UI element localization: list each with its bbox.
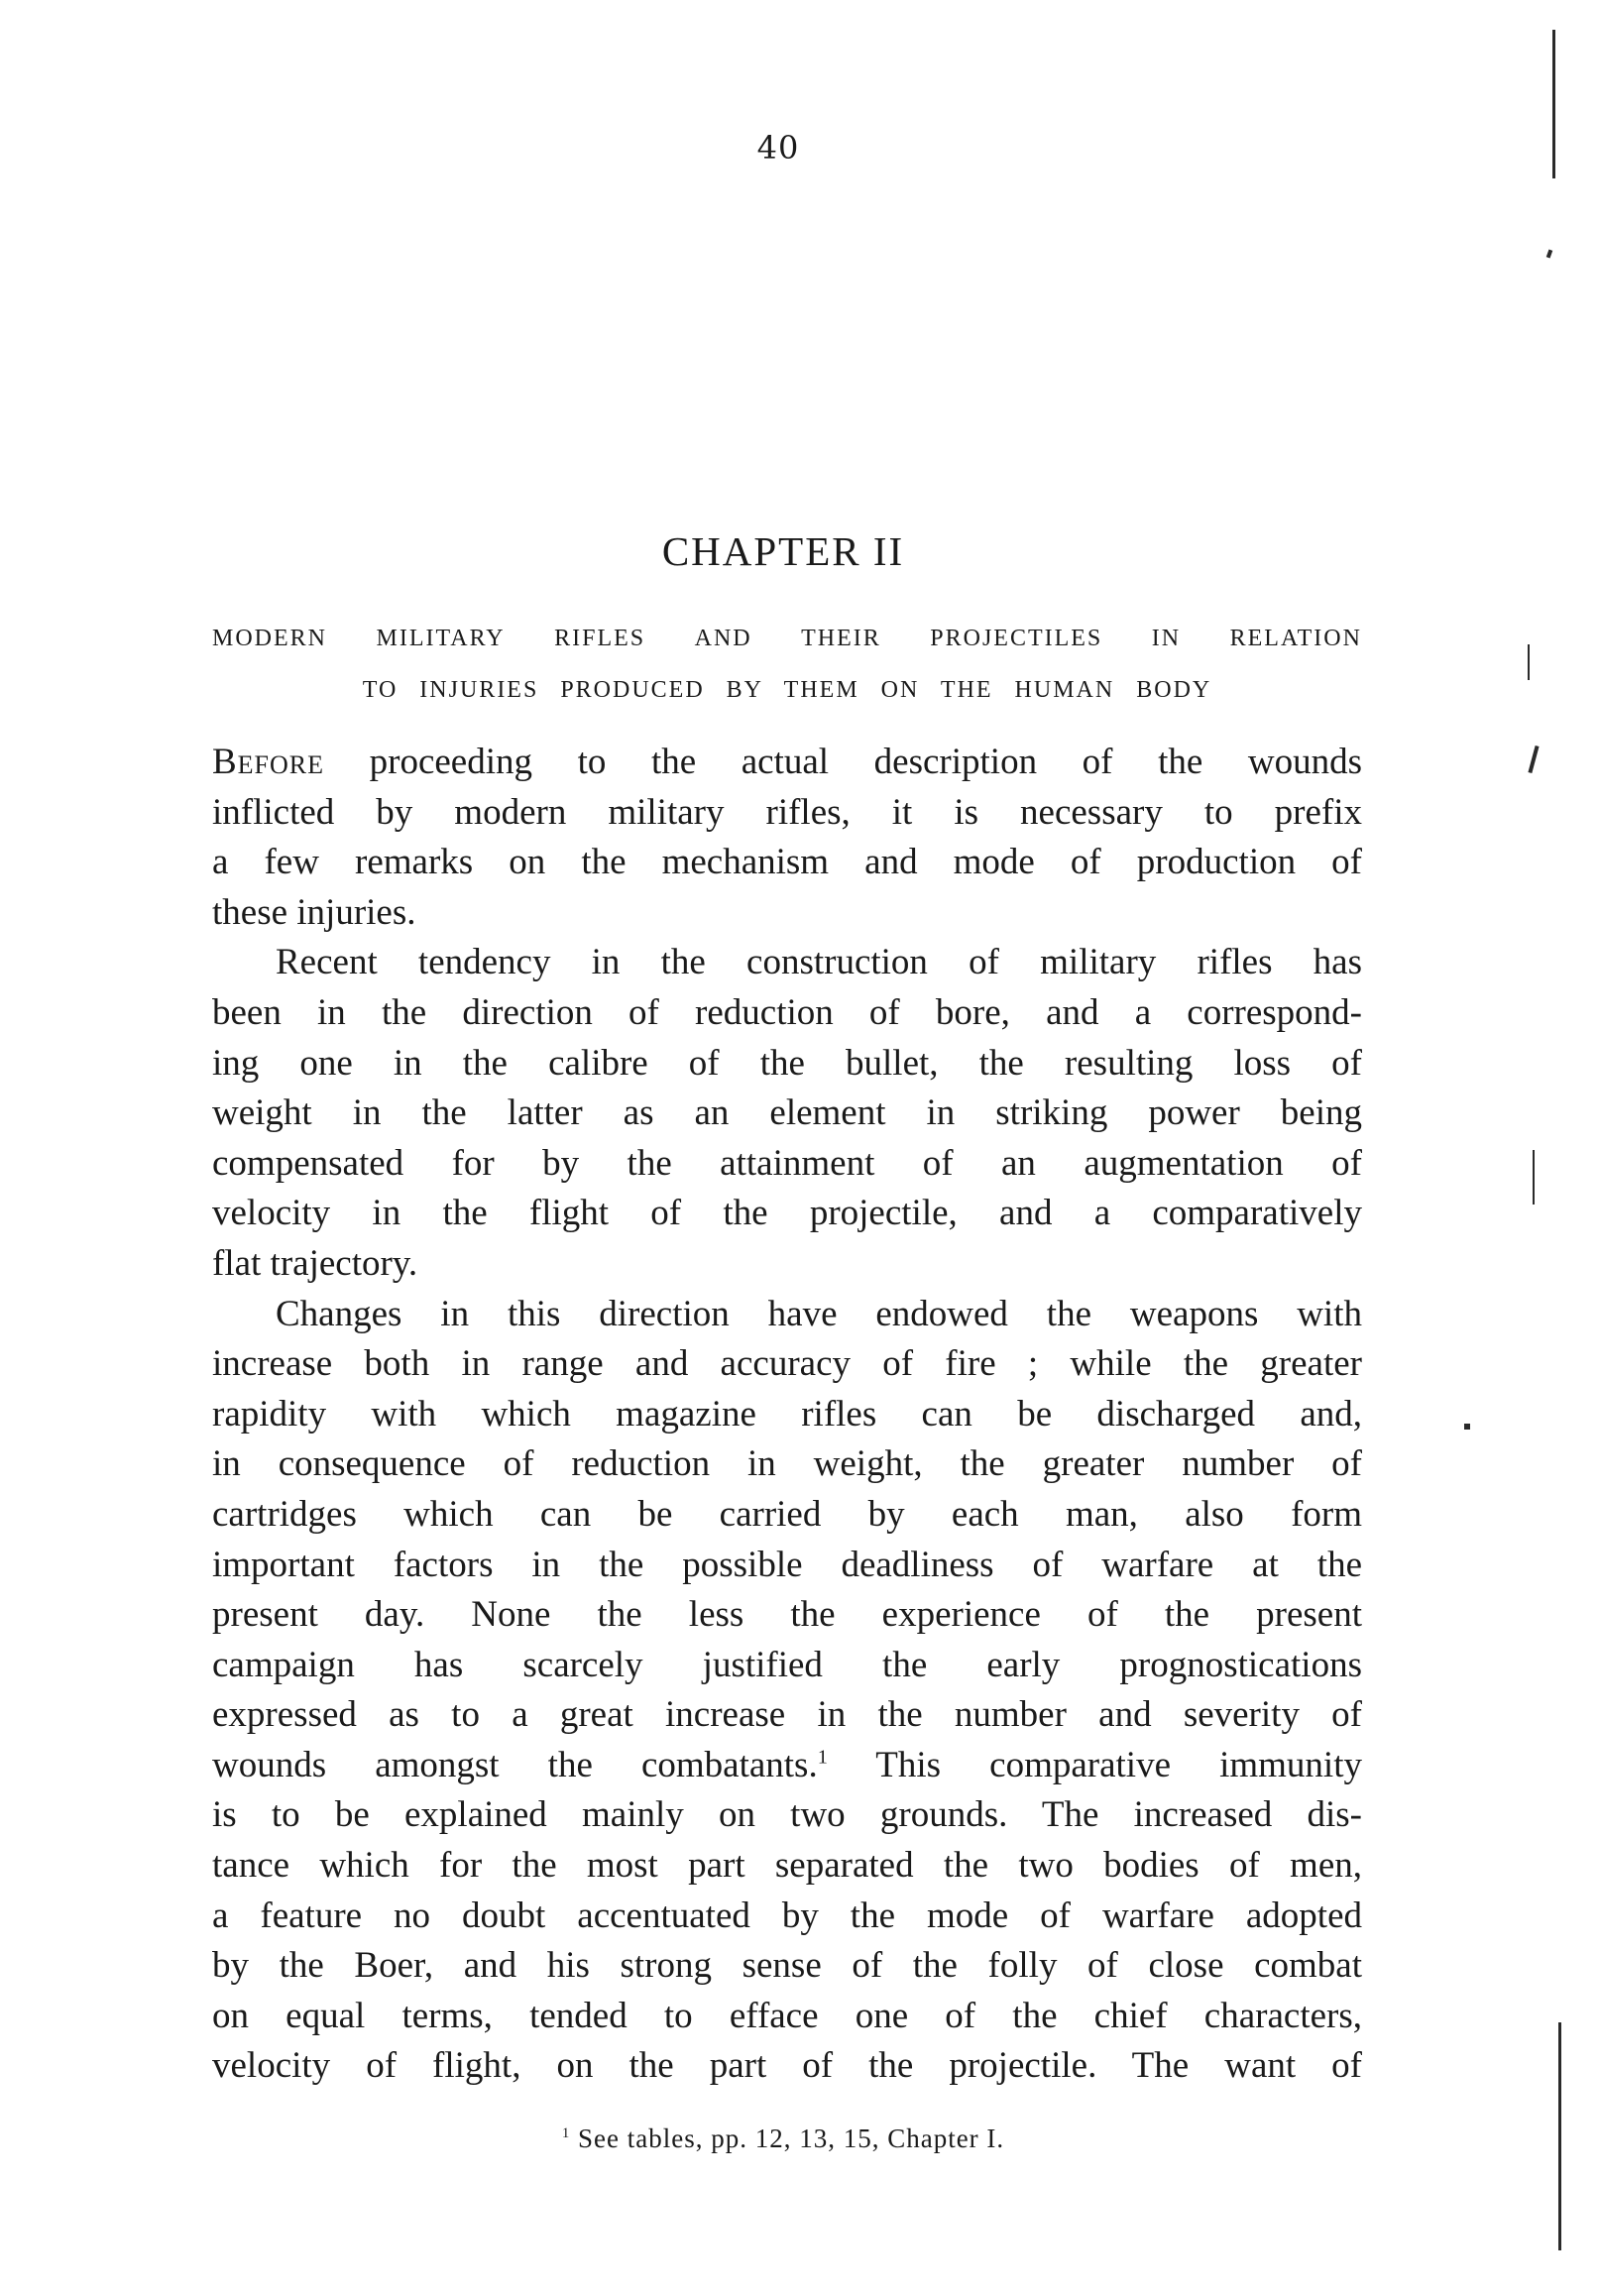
subtitle-word: IN [1151, 626, 1182, 651]
text-line: compensated for by the attainment of an augmentation of [212, 1142, 1362, 1184]
text-line: these injuries. [212, 891, 416, 933]
page-number: 40 [756, 129, 800, 167]
text-line: cartridges which can be carried by each man, also form [212, 1493, 1362, 1535]
subtitle-word: RIFLES [554, 626, 646, 651]
footnote [0, 2124, 1566, 2154]
chapter-subtitle-line-1 [212, 613, 1362, 664]
text-line: tance which for the most part separated the two bodies of men, [212, 1845, 1362, 1887]
text-line: Recent tendency in the construction of military rifles has [276, 942, 1362, 983]
text-line: present day. None the less the experience of the present [212, 1594, 1362, 1636]
text-line: velocity in the flight of the projectile, and a comparatively [212, 1193, 1362, 1234]
text-line: velocity of flight, on the part of the projectile. The want of [212, 2045, 1362, 2087]
text-line: a feature no doubt accentuated by the mode of warfare adopted [212, 1894, 1362, 1936]
scan-edge-mark [1528, 746, 1539, 773]
scan-edge-mark [1464, 1424, 1470, 1430]
text-line: on equal terms, tended to efface one of the chief characters, [212, 1995, 1362, 2036]
text-line-content: proceeding to the actual description of the wounds [324, 742, 1362, 782]
text-line: expressed as to a great increase in the number and severity of [212, 1694, 1362, 1736]
text-line: ing one in the calibre of the bullet, the resulting loss of [212, 1042, 1362, 1084]
text-line: important factors in the possible deadliness of warfare at the [212, 1544, 1362, 1585]
text-line: Changes in this direction have endowed the weapons with [276, 1293, 1362, 1334]
text-line: been in the direction of reduction of bore, and a correspond- [212, 991, 1362, 1033]
chapter-subtitle [212, 613, 1362, 716]
footnote-text: See tables, pp. 12, 13, 15, Chapter I. [577, 2124, 1005, 2153]
scan-edge-mark [1552, 30, 1555, 178]
text-line: increase both in range and accuracy of fire ; while the greater [212, 1343, 1362, 1385]
subtitle-word: MODERN [212, 626, 328, 651]
text-line-content: This comparative immunity [827, 1744, 1362, 1785]
text-line [212, 1741, 1362, 1791]
scan-edge-mark [1558, 2022, 1561, 2250]
text-line: campaign has scarcely justified the early prognostications [212, 1644, 1362, 1685]
text-line: in consequence of reduction in weight, the greater number of [212, 1443, 1362, 1485]
text-line: a few remarks on the mechanism and mode of production of [212, 842, 1362, 883]
footnote-marker: 1 [561, 2125, 571, 2141]
chapter-heading: CHAPTER II [661, 528, 905, 574]
drop-word: Before [212, 742, 325, 782]
text-line [212, 738, 1362, 788]
text-line: weight in the latter as an element in striking power being [212, 1092, 1362, 1134]
scan-edge-mark [1533, 1150, 1535, 1205]
subtitle-word: AND [694, 626, 752, 651]
subtitle-word: RELATION [1229, 626, 1362, 651]
subtitle-word: THEIR [801, 626, 881, 651]
scan-edge-mark [1546, 250, 1552, 259]
body-text [212, 738, 1362, 2092]
text-line: inflicted by modern military rifles, it is necessary to prefix [212, 791, 1362, 833]
text-line: flat trajectory. [212, 1242, 418, 1284]
footnote-reference[interactable]: 1 [817, 1746, 828, 1769]
text-line: rapidity with which magazine rifles can be discharged and, [212, 1393, 1362, 1435]
text-line: is to be explained mainly on two grounds. The increased dis- [212, 1794, 1362, 1836]
chapter-subtitle-line-2: TO INJURIES PRODUCED BY THEM ON THE HUMAN BODY [362, 677, 1212, 703]
text-line: by the Boer, and his strong sense of the folly of close combat [212, 1945, 1362, 1987]
subtitle-word: PROJECTILES [930, 626, 1103, 651]
scan-edge-mark [1528, 644, 1530, 680]
text-line-content: wounds amongst the combatants. [212, 1744, 818, 1785]
subtitle-word: MILITARY [376, 626, 506, 651]
